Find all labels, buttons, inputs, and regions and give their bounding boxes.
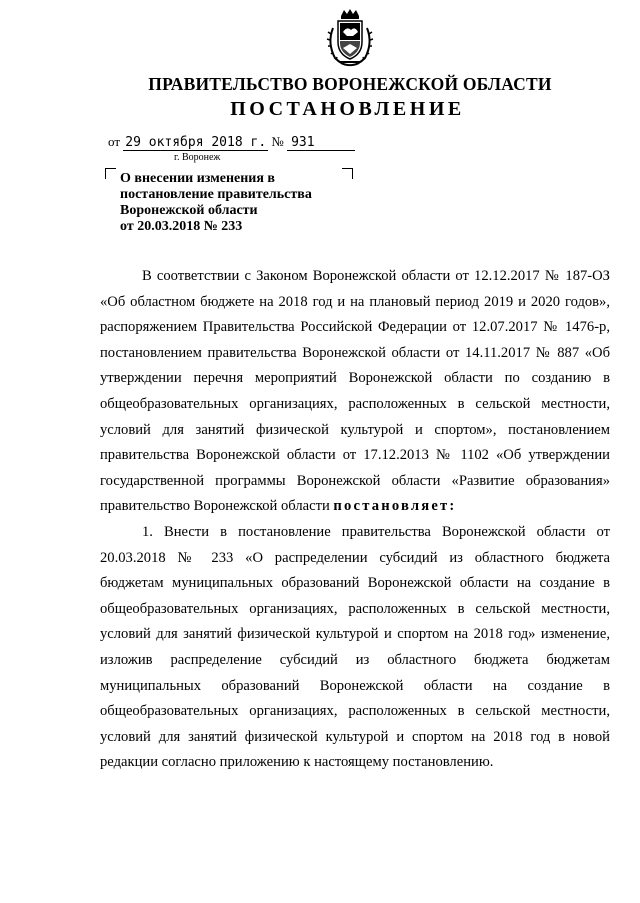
body-line: постановлением правительства Воронежской области от 14.11.2017 № 887 «Об	[100, 344, 610, 361]
body-line: условий для занятий физической культурой и спортом», постановлением	[100, 421, 610, 438]
body-line: бюджетам муниципальных образований Воронежской области на создание в	[100, 575, 610, 592]
body-line: изложив распределение субсидий из областного бюджета бюджетам	[100, 651, 610, 668]
resolution-prefix: правительство Воронежской области	[100, 498, 334, 515]
body-line: общеобразовательных организациях, расположенных в сельской местности,	[100, 703, 610, 720]
body-line: 20.03.2018 № 233 «О распределении субсидий из областного бюджета	[100, 549, 610, 566]
subject-line: О внесении изменения в	[120, 171, 275, 186]
document-date: 29 октября 2018 г.	[125, 135, 267, 150]
subject-line: от 20.03.2018 № 233	[120, 219, 243, 234]
organization-title: ПРАВИТЕЛЬСТВО ВОРОНЕЖСКОЙ ОБЛАСТИ	[148, 74, 552, 94]
body-line: редакции согласно приложению к настоящему постановлению.	[100, 754, 494, 771]
body-line: распоряжением Правительства Российской Федерации от 12.07.2017 № 1476-р,	[100, 319, 610, 336]
date-label: от	[108, 134, 121, 149]
body-line: правительства Воронежской области от 17.12.2013 № 1102 «Об утверждении	[100, 447, 610, 464]
body-line: условий для занятий физической культурой и спортом на 2018 год» изменение,	[100, 626, 610, 643]
document-meta	[108, 134, 355, 151]
body-line: муниципальных образований Воронежской области на создание в	[100, 677, 610, 694]
body-line: общеобразовательных организациях, расположенных в сельской местности,	[100, 600, 610, 617]
document-subject	[120, 171, 370, 235]
subject-line: Воронежской области	[120, 203, 258, 218]
body-line: условий для занятий физической культурой и спортом на 2018 год в новой	[100, 728, 610, 745]
body-line: утверждении перечня мероприятий Воронежской области по созданию в	[100, 370, 610, 387]
body-line: В соответствии с Законом Воронежской области от 12.12.2017 № 187-ОЗ	[142, 268, 610, 284]
document-body	[100, 264, 610, 776]
coat-of-arms-icon	[323, 8, 377, 68]
subject-bracket-left	[105, 168, 116, 179]
document-type-title: ПОСТАНОВЛЕНИЕ	[230, 98, 465, 120]
body-line: «Об областном бюджете на 2018 год и на плановый период 2019 и 2020 годов»,	[100, 293, 610, 310]
body-line: государственной программы Воронежской области «Развитие образования»	[100, 472, 610, 489]
body-line: 1. Внести в постановление правительства Воронежской области от	[142, 523, 610, 540]
body-line-resolution	[100, 494, 610, 520]
body-line: общеобразовательных организациях, расположенных в сельской местности,	[100, 395, 610, 412]
document-city: г. Воронеж	[174, 152, 221, 163]
document-number: 931	[287, 135, 355, 151]
subject-line: постановление правительства	[120, 187, 312, 202]
number-label: №	[271, 134, 284, 149]
resolution-keyword: постановляет:	[333, 498, 457, 515]
